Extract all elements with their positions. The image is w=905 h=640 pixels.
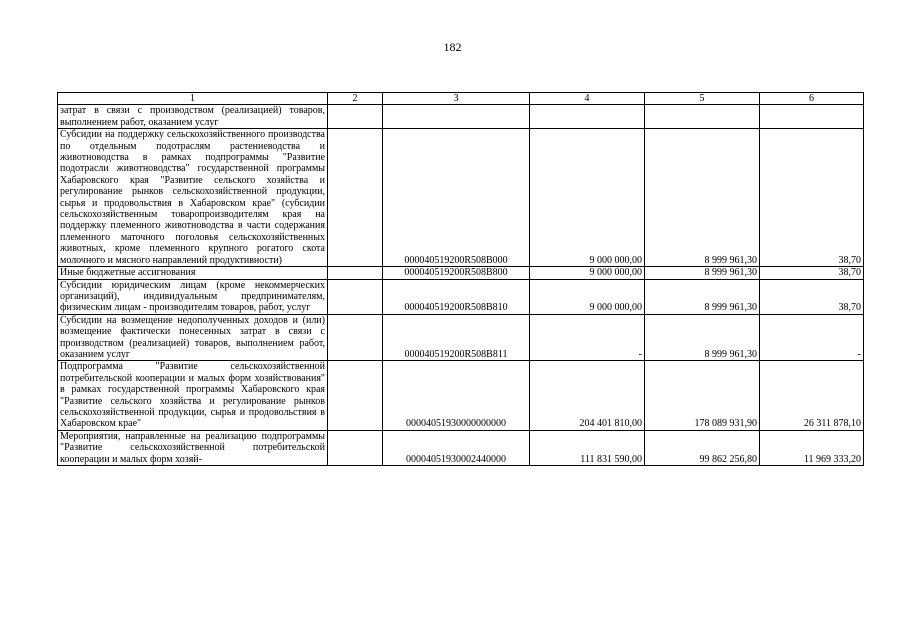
column-header: 3 [383, 93, 530, 105]
table-row [58, 105, 864, 129]
column-header: 6 [760, 93, 864, 105]
row-code: 000040519200R508B810 [383, 279, 530, 314]
row-value-4: - [530, 314, 645, 361]
header-row [58, 93, 864, 105]
row-code: 00004051930000000000 [383, 361, 530, 430]
row-col2 [328, 361, 383, 430]
row-col2 [328, 105, 383, 129]
row-value-6: 11 969 333,20 [760, 430, 864, 465]
table-row [58, 314, 864, 361]
row-col2 [328, 267, 383, 279]
row-value-5: 8 999 961,30 [645, 279, 760, 314]
row-value-4: 9 000 000,00 [530, 279, 645, 314]
row-description: Иные бюджетные ассигнования [58, 267, 328, 279]
row-col2 [328, 314, 383, 361]
row-col2 [328, 279, 383, 314]
row-value-4: 204 401 810,00 [530, 361, 645, 430]
table-row [58, 361, 864, 430]
column-header: 2 [328, 93, 383, 105]
row-value-5: 178 089 931,90 [645, 361, 760, 430]
row-value-4: 111 831 590,00 [530, 430, 645, 465]
budget-table [57, 92, 864, 466]
row-code [383, 105, 530, 129]
row-code: 00004051930002440000 [383, 430, 530, 465]
column-header: 5 [645, 93, 760, 105]
table-row [58, 129, 864, 267]
column-header: 1 [58, 93, 328, 105]
row-value-6 [760, 105, 864, 129]
row-value-5: 8 999 961,30 [645, 267, 760, 279]
table-row [58, 279, 864, 314]
row-value-6: 38,70 [760, 279, 864, 314]
row-value-5: 99 862 256,80 [645, 430, 760, 465]
row-value-4: 9 000 000,00 [530, 267, 645, 279]
row-code: 000040519200R508B800 [383, 267, 530, 279]
row-description: Субсидии на поддержку сельскохозяйственного производства по отдельным подотраслям растениеводства и животноводства в рамках подпрограммы "Развитие подотрасли животноводства" государственной программы Хабаровского края "Развитие сельского хозяйства и регулирование рынков сельскохозяйственной продукции, сырья и продовольствия в Хабаровском крае" (субсидии сельскохозяйственным товаропроизводителям края на поддержку племенного животноводства в части содержания племенного маточного поголовья сельскохозяйственных животных, кроме племенного крупного рогатого скота молочного и мясного направлений продуктивности) [58, 129, 328, 267]
row-col2 [328, 430, 383, 465]
table-row [58, 267, 864, 279]
row-code: 000040519200R508B000 [383, 129, 530, 267]
row-description: Субсидии на возмещение недополученных доходов и (или) возмещение фактически понесенных затрат в связи с производством (реализацией) товаров, выполнением работ, оказанием услуг [58, 314, 328, 361]
column-header: 4 [530, 93, 645, 105]
row-value-4: 9 000 000,00 [530, 129, 645, 267]
row-value-6: 38,70 [760, 129, 864, 267]
table-row [58, 430, 864, 465]
row-value-5 [645, 105, 760, 129]
row-description: Подпрограмма "Развитие сельскохозяйственной потребительской кооперации и малых форм хозяйствования" в рамках государственной программы Хабаровского края "Развитие сельского хозяйства и регулирование рынков сельскохозяйственной продукции, сырья и продовольствия в Хабаровском крае" [58, 361, 328, 430]
row-description: Мероприятия, направленные на реализацию подпрограммы "Развитие сельскохозяйственной потребительской кооперации и малых форм хозяй- [58, 430, 328, 465]
row-description: Субсидии юридическим лицам (кроме некоммерческих организаций), индивидуальным предпринимателям, физическим лицам - производителям товаров, работ, услуг [58, 279, 328, 314]
row-value-5: 8 999 961,30 [645, 314, 760, 361]
row-value-4 [530, 105, 645, 129]
page-number: 182 [443, 40, 462, 54]
row-value-5: 8 999 961,30 [645, 129, 760, 267]
row-col2 [328, 129, 383, 267]
row-description: затрат в связи с производством (реализацией) товаров, выполнением работ, оказанием услуг [58, 105, 328, 129]
row-code: 000040519200R508B811 [383, 314, 530, 361]
row-value-6: - [760, 314, 864, 361]
row-value-6: 26 311 878,10 [760, 361, 864, 430]
row-value-6: 38,70 [760, 267, 864, 279]
